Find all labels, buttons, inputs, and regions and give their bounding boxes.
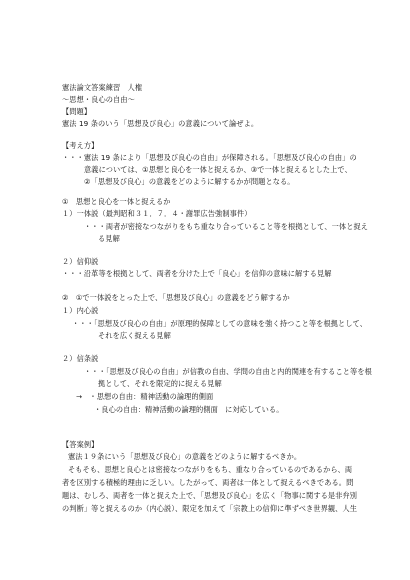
section2-item2-line: 拠として、それを限定的に捉える見解 <box>98 379 222 388</box>
approach-line: ・・・憲法 19 条により「思想及び良心の自由」が保障される。「思想及び良心の自由」の <box>62 153 357 162</box>
section1-title: ① 思想と良心を一体と捉えるか <box>62 197 171 206</box>
section2-item1-title: １）内心説 <box>62 306 99 315</box>
answer-line: 者を区別する積極的理由に乏しい。したがって、両者は一体として捉えるべきである。問 <box>62 478 354 487</box>
question-text: 憲法 19 条のいう「思想及び良心」の意義について論ぜよ。 <box>62 119 259 128</box>
section2-item2-line: ・・・「思想及び良心の自由」が信教の自由、学問の自由と内的関連を有すること等を根 <box>84 367 372 376</box>
section1-item1-line: る見解 <box>98 234 120 243</box>
section2-arrow-line: ・良心の自由：精神活動の論理的側面 に対応している。 <box>94 405 284 414</box>
document-subtitle: ～思想・良心の自由～ <box>62 95 135 104</box>
answer-line: 憲法１９条にいう「思想及び良心」の意義をどのように解するべきか。 <box>68 452 302 461</box>
answer-line: 題は、むしろ、両者を一体と捉えた上で、「思想及び良心」を広く「物事に関する是非弁別 <box>62 491 358 500</box>
answer-label: 【答案例】 <box>62 440 99 449</box>
section1-item1-line: ・・・両者が密接なつながりをもち重なり合っていること等を根拠として、一体と捉え <box>84 222 369 231</box>
section1-item1-title: １）一体説（最判昭和３１．７．４・謝罪広告強制事件） <box>62 209 252 218</box>
document-title: 憲法論文答案練習 人権 <box>62 83 143 92</box>
section2-item1-line: それを広く捉える見解 <box>98 331 171 340</box>
section1-item2-line: ・・・沿革等を根拠として、両者を分けた上で「良心」を信仰の意味に解する見解 <box>62 269 332 278</box>
section2-item2-title: ２）信条説 <box>62 354 99 363</box>
answer-line: の判断」等と捉えるのか（内心説）、限定を加えて「宗教上の信仰に準ずべき世界観、人生 <box>62 504 358 513</box>
section2-item1-line: ・・・「思想及び良心の自由」が原理的保障としての意味を強く持つこと等を根拠として、 <box>72 319 368 328</box>
approach-line: ②「思想及び良心」の意義をどのように解するかが問題となる。 <box>84 177 295 186</box>
section2-arrow-line: → ・思想の自由：精神活動の論理的側面 <box>76 392 214 401</box>
approach-label: 【考え方】 <box>62 141 99 150</box>
approach-line: 意義については、①思想と良心を一体と捉えるか、③で一体と捉えるとした上で、 <box>84 165 352 174</box>
section2-title: ② ①で一体説をとった上で、「思想及び良心」の意義をどう解するか <box>62 293 290 302</box>
answer-line: そもそも、思想と良心とは密接なつながりをもち、重なり合っているのであるから、両 <box>68 465 353 474</box>
section1-item2-title: ２）信仰説 <box>62 257 99 266</box>
question-label: 【問題】 <box>62 107 92 116</box>
